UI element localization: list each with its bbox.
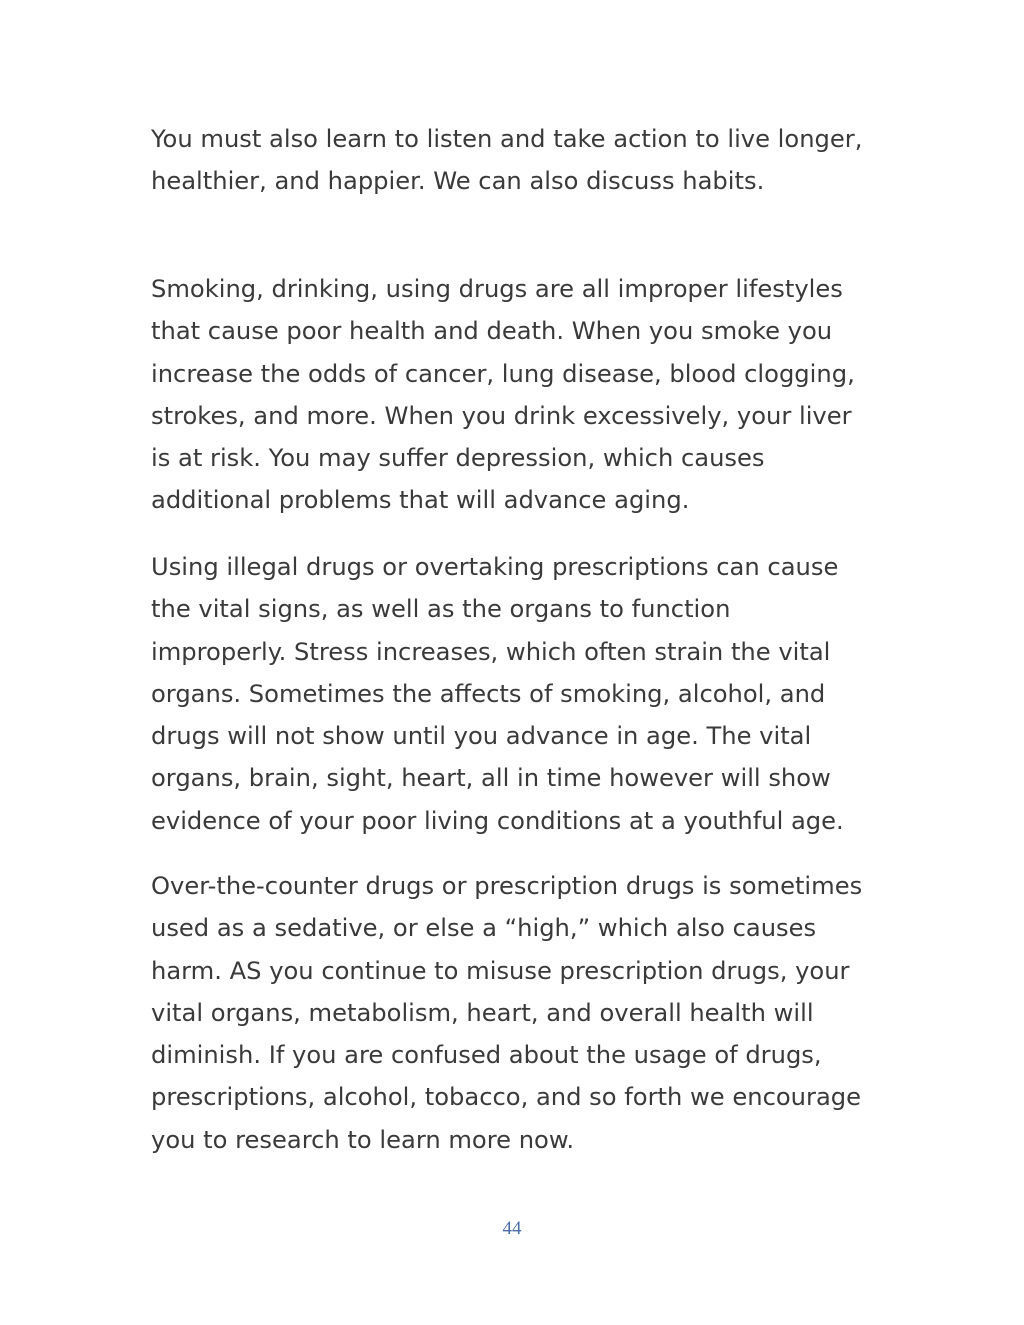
paragraph-line: prescriptions, alcohol, tobacco, and so forth we encourage — [151, 1083, 861, 1112]
paragraph-line: healthier, and happier. We can also discuss habits. — [151, 167, 765, 196]
paragraph-line: improperly. Stress increases, which often strain the vital — [151, 637, 831, 666]
paragraph-line: increase the odds of cancer, lung disease, blood clogging, — [151, 359, 855, 388]
paragraph-line: used as a sedative, or else a “high,” which also causes — [151, 914, 817, 943]
paragraph-line: vital organs, metabolism, heart, and overall health will — [151, 998, 814, 1027]
paragraph-line: harm. AS you continue to misuse prescription drugs, your — [151, 956, 850, 985]
paragraph-smoking-drinking — [151, 268, 881, 522]
paragraph-prescription-drugs — [151, 865, 881, 1161]
paragraph-line: drugs will not show until you advance in age. The vital — [151, 722, 812, 751]
paragraph-line: diminish. If you are confused about the usage of drugs, — [151, 1041, 822, 1070]
paragraph-line: is at risk. You may suffer depression, which causes — [151, 444, 765, 473]
paragraph-listen-habits — [151, 118, 881, 203]
paragraph-line: strokes, and more. When you drink excessively, your liver — [151, 401, 852, 430]
paragraph-line: Using illegal drugs or overtaking prescriptions can cause — [151, 553, 839, 581]
paragraph-line: Over-the-counter drugs or prescription drugs is sometimes — [151, 872, 863, 900]
page-number: 44 — [502, 1218, 522, 1239]
paragraph-line: evidence of your poor living conditions at a youthful age. — [151, 806, 844, 835]
paragraph-line: organs. Sometimes the affects of smoking, alcohol, and — [151, 679, 826, 708]
paragraph-line: organs, brain, sight, heart, all in time however will show — [151, 764, 831, 793]
paragraph-illegal-drugs — [151, 546, 881, 842]
paragraph-line: that cause poor health and death. When you smoke you — [151, 317, 833, 346]
paragraph-line: the vital signs, as well as the organs to function — [151, 595, 731, 624]
paragraph-line: You must also learn to listen and take action to live longer, — [151, 125, 863, 153]
paragraph-line: additional problems that will advance aging. — [151, 486, 690, 515]
paragraph-line: you to research to learn more now. — [151, 1125, 575, 1154]
paragraph-line: Smoking, drinking, using drugs are all improper lifestyles — [151, 275, 843, 303]
